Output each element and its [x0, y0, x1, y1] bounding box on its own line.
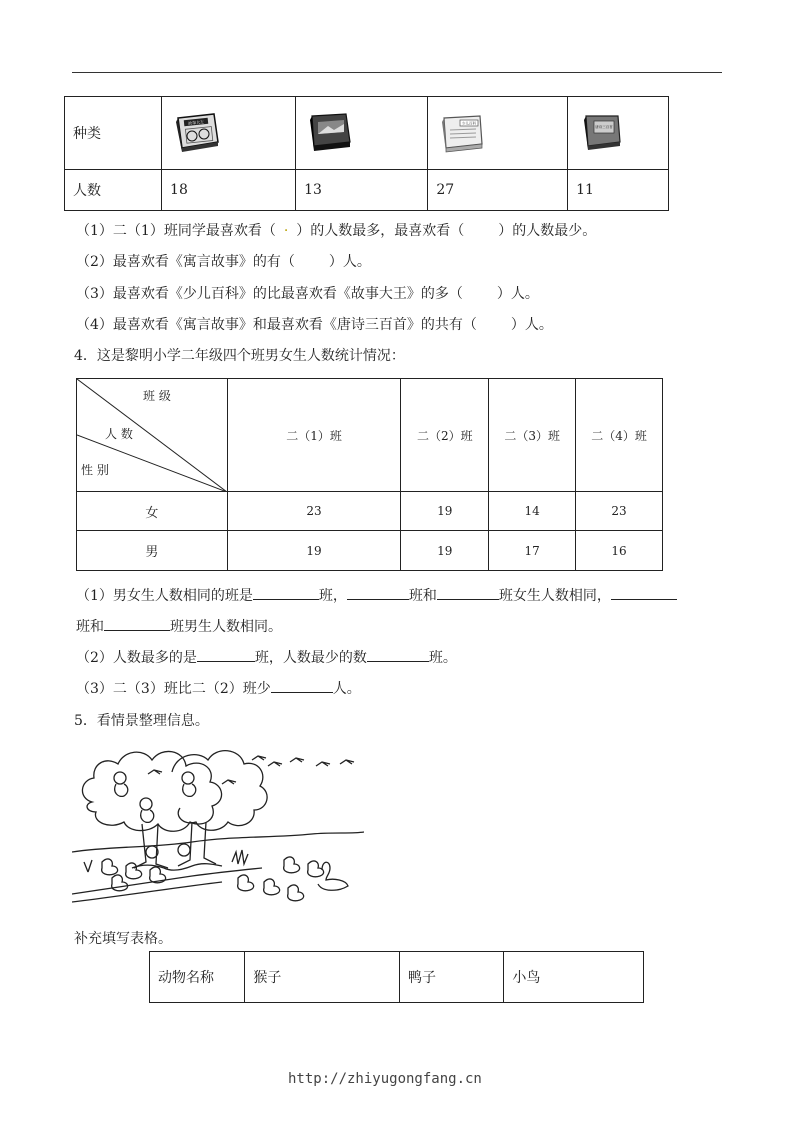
question-4-title: 4．这是黎明小学二年级四个班男女生人数统计情况：	[74, 348, 405, 364]
value-cell: 17	[489, 531, 576, 571]
question-4-1: （1）男女生人数相同的班是 班， 班和 班女生人数相同，	[76, 585, 677, 605]
row-label: 男	[77, 531, 228, 571]
animal-name-monkey: 猴子	[245, 952, 400, 1003]
book-survey-table	[64, 96, 669, 211]
row-label: 女	[77, 492, 228, 531]
class-gender-table	[76, 378, 663, 571]
value-cell: 19	[401, 492, 489, 531]
diag-label-class: 班 级	[143, 389, 171, 403]
count-cell: 27	[428, 170, 568, 211]
class-header: 二（4）班	[576, 379, 663, 492]
value-cell: 23	[576, 492, 663, 531]
answer-blank[interactable]	[104, 616, 170, 631]
book-children-encyclopedia-icon	[436, 112, 488, 154]
question-3-1: （1）二（1）班同学最喜欢看（ · ）的人数最多，最喜欢看（ ）的人数最少。	[76, 223, 597, 239]
row-header-type: 种类	[65, 97, 162, 170]
count-cell: 18	[162, 170, 296, 211]
header-rule	[72, 72, 722, 73]
class-header: 二（1）班	[227, 379, 401, 492]
class-header: 二（3）班	[489, 379, 576, 492]
animal-name-bird: 小鸟	[504, 952, 644, 1003]
question-5-title: 5．看情景整理信息。	[74, 713, 209, 729]
value-cell: 14	[489, 492, 576, 531]
answer-blank[interactable]	[253, 585, 319, 600]
cover-text: 故事大王	[187, 119, 205, 126]
cover-text: 唐诗三百首	[595, 125, 613, 129]
value-cell: 16	[576, 531, 663, 571]
question-4-3: （3）二（3）班比二（2）班少 人。	[76, 678, 361, 698]
value-cell: 23	[227, 492, 401, 531]
animal-table	[149, 951, 644, 1003]
diagonal-header-cell	[77, 379, 228, 492]
answer-blank[interactable]	[197, 647, 255, 662]
book-fable-icon	[304, 112, 356, 154]
animal-header: 动物名称	[150, 952, 245, 1003]
count-cell: 11	[568, 170, 669, 211]
answer-blank[interactable]	[367, 647, 429, 662]
answer-blank[interactable]	[347, 585, 409, 600]
book-story-king-icon	[170, 112, 222, 154]
diag-label-gender: 性 别	[81, 463, 109, 477]
answer-blank[interactable]	[271, 678, 333, 693]
question-3-4: （4）最喜欢看《寓言故事》和最喜欢看《唐诗三百首》的共有（ ）人。	[76, 317, 553, 333]
question-3-2: （2）最喜欢看《寓言故事》的有（ ）人。	[76, 254, 371, 270]
class-header: 二（2）班	[401, 379, 489, 492]
footer-url[interactable]: http://zhiyugongfang.cn	[288, 1071, 482, 1087]
answer-blank[interactable]	[611, 585, 677, 600]
diag-label-count: 人 数	[105, 427, 133, 441]
book-tang-poems-icon	[576, 112, 628, 154]
question-4-2: （2）人数最多的是 班，人数最少的数 班。	[76, 647, 457, 667]
row-header-count: 人数	[65, 170, 162, 211]
book-cell-2	[296, 97, 428, 170]
cover-text: 少儿百科	[462, 121, 477, 126]
book-cell-1	[162, 97, 296, 170]
question-4-1-cont: 班和 班男生人数相同。	[76, 616, 282, 636]
book-cell-4	[568, 97, 669, 170]
count-cell: 13	[296, 170, 428, 211]
animal-name-duck: 鸭子	[400, 952, 504, 1003]
trees-monkeys-ducks-birds-illustration-icon	[72, 742, 364, 912]
fill-table-instruction: 补充填写表格。	[74, 931, 172, 947]
question-3-3: （3）最喜欢看《少儿百科》的比最喜欢看《故事大王》的多（ ）人。	[76, 286, 539, 302]
value-cell: 19	[227, 531, 401, 571]
book-cell-3	[428, 97, 568, 170]
dot-mark: ·	[283, 223, 289, 239]
table-row	[77, 492, 663, 531]
table-row	[77, 531, 663, 571]
value-cell: 19	[401, 531, 489, 571]
answer-blank[interactable]	[437, 585, 499, 600]
